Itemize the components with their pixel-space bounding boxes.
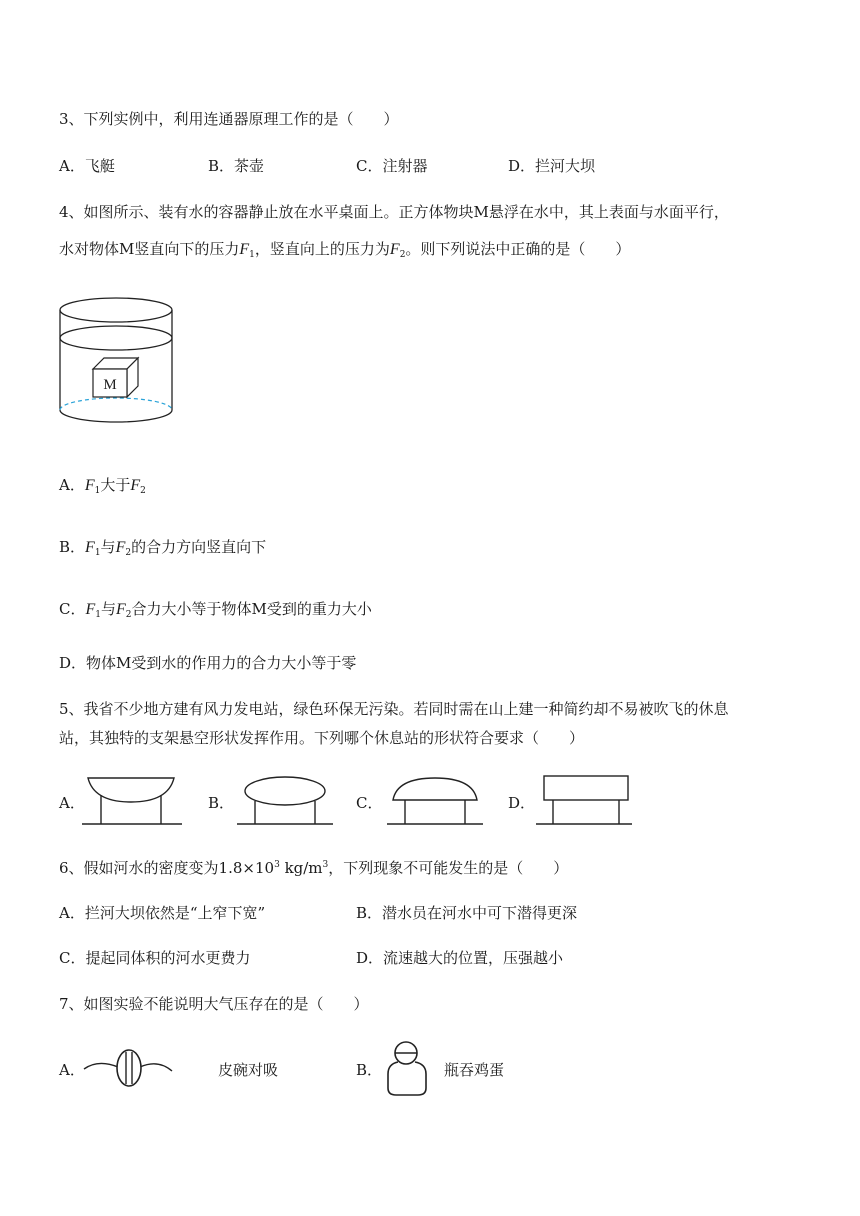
q3-option-b: B．茶壶 xyxy=(208,157,265,175)
q3-option-a: A．飞艇 xyxy=(59,157,115,175)
q5-stem-line1: 5、我省不少地方建有风力发电站，绿色环保无污染。若同时需在山上建一种简约却不易被吹飞的休息 xyxy=(59,700,729,718)
shelter-c-figure xyxy=(385,776,485,828)
shelter-d-figure xyxy=(536,774,636,828)
q3-option-d: D．拦河大坝 xyxy=(508,157,596,175)
q5-option-c: C． xyxy=(356,794,383,812)
shelter-a-figure xyxy=(82,776,182,828)
q6-option-c: C．提起同体积的河水更费力 xyxy=(59,949,251,967)
q6-stem: 6、假如河水的密度变为$1.8\times 10^3$ $kg/m^3$，下列现象不可能发生的是（ ） xyxy=(59,859,569,877)
q6-option-b: B．潜水员在河水中可下潜得更深 xyxy=(356,904,578,922)
q5-option-b: B． xyxy=(208,794,235,812)
q7-option-b-caption: 瓶吞鸡蛋 xyxy=(444,1061,505,1079)
q4-option-a: A．$F_1$大于$F_2$ xyxy=(59,476,146,496)
var-f: F xyxy=(389,241,400,258)
q3-option-c: C．注射器 xyxy=(356,157,428,175)
q4-option-d: D．物体M受到水的作用力的合力大小等于零 xyxy=(59,654,357,672)
q5-option-a: A． xyxy=(59,794,85,812)
q7-option-a-caption: 皮碗对吸 xyxy=(218,1061,279,1079)
q7-option-a: A． xyxy=(59,1061,85,1079)
q4-option-b: B．$F_1$与$F_2$的合力方向竖直向下 xyxy=(59,538,267,558)
q7-stem: 7、如图实验不能说明大气压存在的是（ ） xyxy=(59,995,369,1013)
suction-cups-figure xyxy=(84,1045,174,1091)
var-f: F xyxy=(239,241,250,258)
q7-option-b: B． xyxy=(356,1061,383,1079)
shelter-b-figure xyxy=(235,776,335,828)
q4-cylinder-figure xyxy=(55,290,185,440)
bottle-egg-figure xyxy=(382,1040,432,1098)
q3-stem: 3、下列实例中，利用连通器原理工作的是（ ） xyxy=(59,110,399,128)
q6-option-d: D．流速越大的位置，压强越小 xyxy=(356,949,564,967)
q4-option-c: C．$F_1$与$F_2$合力大小等于物体M受到的重力大小 xyxy=(59,600,372,620)
cube-m xyxy=(93,358,138,397)
q5-option-d: D． xyxy=(508,794,536,812)
q5-stem-line2: 站，其独特的支架悬空形状发挥作用。下列哪个休息站的形状符合要求（ ） xyxy=(59,729,585,747)
q4-stem-line1: 4、如图所示、装有水的容器静止放在水平桌面上。正方体物块M悬浮在水中，其上表面与水面平行， xyxy=(59,203,729,221)
cube-label: M xyxy=(103,377,117,393)
q4-stem-line2: 水对物体M竖直向下的压力$F_1$，竖直向上的压力为$F_2$。则下列说法中正确的是（ ） xyxy=(59,240,631,260)
q6-option-a: A．拦河大坝依然是“上窄下宽” xyxy=(59,904,266,922)
